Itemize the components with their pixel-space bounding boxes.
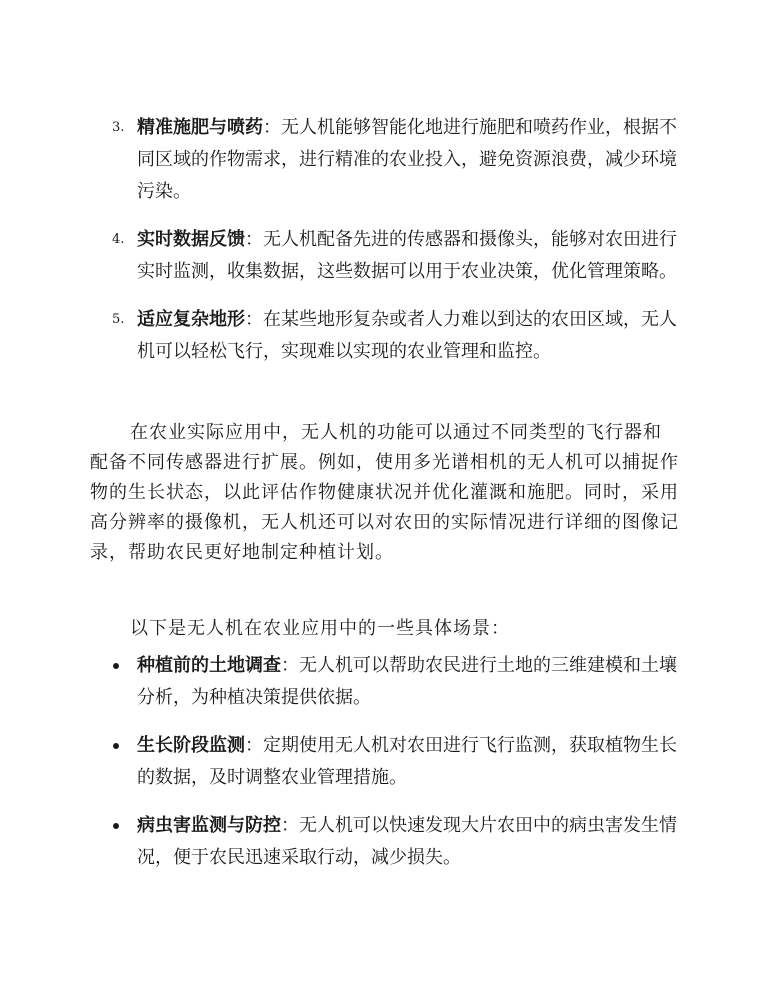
- list-item-text: 定期使用无人机对农田进行飞行监测，获取植物生长的数据，及时调整农业管理措施。: [137, 735, 677, 788]
- list-number: 3.: [112, 120, 125, 135]
- intro-paragraph: 以下是无人机在农业应用中的一些具体场景：: [130, 618, 510, 639]
- list-item-separator: ：: [245, 309, 263, 330]
- list-item-term: 适应复杂地形: [137, 309, 245, 330]
- list-item-term: 生长阶段监测: [137, 735, 245, 756]
- list-item: [90, 650, 680, 714]
- list-item-separator: ：: [281, 655, 299, 676]
- list-item: [90, 112, 680, 208]
- list-item-text: 无人机可以快速发现大片农田中的病虫害发生情况，便于农民迅速采取行动，减少损失。: [137, 815, 677, 868]
- list-item-term: 实时数据反馈: [137, 229, 245, 250]
- list-number: 5.: [112, 312, 125, 327]
- list-item-separator: ：: [245, 735, 263, 756]
- list-item-text: 无人机可以帮助农民进行土地的三维建模和土壤分析，为种植决策提供依据。: [137, 655, 677, 708]
- list-item: [90, 304, 680, 368]
- list-item-separator: ：: [245, 229, 263, 250]
- list-item-text: 无人机能够智能化地进行施肥和喷药作业，根据不同区域的作物需求，进行精准的农业投入，避免资源浪费，减少环境污染。: [137, 117, 677, 202]
- list-item: [90, 224, 680, 288]
- list-item-term: 病虫害监测与防控: [137, 815, 281, 836]
- bullet-icon: [113, 743, 119, 749]
- list-item-term: 种植前的土地调查: [137, 655, 281, 676]
- list-item: [90, 810, 680, 874]
- body-paragraph: 在农业实际应用中，无人机的功能可以通过不同类型的飞行器和配备不同传感器进行扩展。例如，使用多光谱相机的无人机可以捕捉作物的生长状态，以此评估作物健康状况并优化灌溉和施肥。同时，采用高分辨率的摄像机，无人机还可以对农田的实际情况进行详细的图像记录，帮助农民更好地制定种植计划。: [90, 422, 679, 563]
- bullet-list: [90, 650, 680, 890]
- list-item-text: 无人机配备先进的传感器和摄像头，能够对农田进行实时监测，收集数据，这些数据可以用于农业决策，优化管理策略。: [137, 229, 677, 282]
- numbered-list: [90, 112, 680, 384]
- list-number: 4.: [112, 232, 125, 247]
- list-item-separator: ：: [281, 815, 299, 836]
- bullet-icon: [113, 663, 119, 669]
- bullet-icon: [113, 823, 119, 829]
- list-item: [90, 730, 680, 794]
- list-item-separator: ：: [263, 117, 281, 138]
- list-item-text: 在某些地形复杂或者人力难以到达的农田区域，无人机可以轻松飞行，实现难以实现的农业管理和监控。: [137, 309, 677, 362]
- list-item-term: 精准施肥与喷药: [137, 117, 263, 138]
